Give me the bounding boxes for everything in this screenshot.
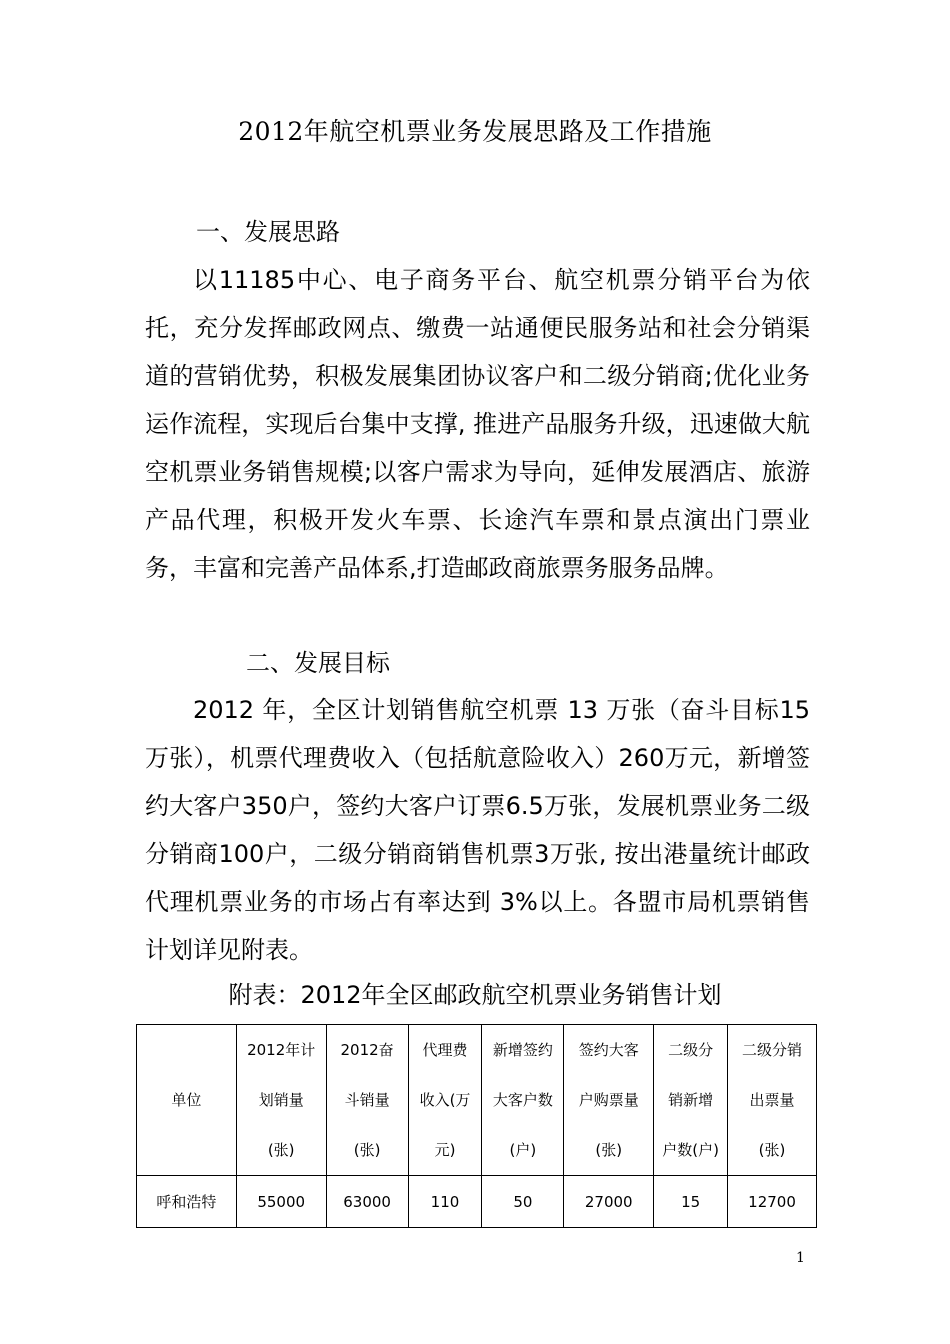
section-heading-development-ideas: 一、发展思路: [196, 218, 340, 246]
header-line: (张): [595, 1141, 623, 1159]
header-target-sales: [326, 1025, 408, 1176]
table-cell: 55000: [236, 1176, 326, 1228]
header-line: 出票量: [749, 1091, 795, 1109]
header-line: 收入(万: [419, 1091, 471, 1109]
header-line: 2012奋: [340, 1041, 394, 1059]
paragraph-development-goals: 2012 年，全区计划销售航空机票 13 万张（奋斗目标15万张），机票代理费收入（包括航意险收入）260万元，新增签约大客户350户，签约大客户订票6.5万张，发展机票业务二级分销商100户，二级分销商销售机票3万张, 按出港量统计邮政代理机票业务的市场占有率达到 3%以上。各盟市局机票销售计划详见附表。: [145, 696, 810, 964]
header-unit-text: 单位: [171, 1091, 202, 1109]
header-line: 二级分销: [742, 1041, 803, 1059]
section-heading-development-goals: 二、发展目标: [246, 649, 390, 677]
header-line: 大客户数: [492, 1091, 553, 1109]
page-number: 1: [796, 1250, 805, 1266]
header-line: 2012年计: [247, 1041, 316, 1059]
table-header-row: [137, 1025, 817, 1176]
sales-plan-table: [136, 1024, 817, 1228]
header-line: (张): [353, 1141, 381, 1159]
header-line: 户数(户): [662, 1141, 719, 1159]
paragraph-development-ideas: 以11185中心、电子商务平台、航空机票分销平台为依托，充分发挥邮政网点、缴费一站通便民服务站和社会分销渠道的营销优势，积极发展集团协议客户和二级分销商;优化业务运作流程，实现后台集中支撑, 推进产品服务升级，迅速做大航空机票业务销售规模;以客户需求为导向，延伸发展酒店、旅游产品代理，积极开发火车票、长途汽车票和景点演出门票业务，丰富和完善产品体系,打造邮政商旅票务服务品牌。: [145, 266, 810, 582]
header-line: (张): [758, 1141, 786, 1159]
header-planned-sales: [236, 1025, 326, 1176]
header-line: 代理费: [422, 1041, 468, 1059]
table-caption: 附表：2012年全区邮政航空机票业务销售计划: [228, 981, 722, 1009]
header-distributor-tickets: [728, 1025, 817, 1176]
header-line: (户): [509, 1141, 537, 1159]
table-cell: 63000: [326, 1176, 408, 1228]
header-line: 划销量: [258, 1091, 304, 1109]
header-line: 二级分: [668, 1041, 714, 1059]
table-cell: 12700: [728, 1176, 817, 1228]
page-title: 2012年航空机票业务发展思路及工作措施: [238, 117, 712, 146]
header-key-client-tickets: [564, 1025, 654, 1176]
table-cell: 110: [408, 1176, 482, 1228]
header-line: 签约大客: [578, 1041, 639, 1059]
header-new-distributors: [654, 1025, 728, 1176]
header-line: 斗销量: [344, 1091, 390, 1109]
header-line: 新增签约: [492, 1041, 553, 1059]
table-cell: 50: [482, 1176, 564, 1228]
header-line: (张): [267, 1141, 295, 1159]
table-cell: 15: [654, 1176, 728, 1228]
table-cell: 27000: [564, 1176, 654, 1228]
table-cell: 呼和浩特: [137, 1176, 237, 1228]
header-line: 销新增: [668, 1091, 714, 1109]
header-agency-income: [408, 1025, 482, 1176]
table-row: [137, 1176, 817, 1228]
header-unit: [137, 1025, 237, 1176]
header-new-key-clients: [482, 1025, 564, 1176]
header-line: 户购票量: [578, 1091, 639, 1109]
header-line: 元): [434, 1141, 456, 1159]
